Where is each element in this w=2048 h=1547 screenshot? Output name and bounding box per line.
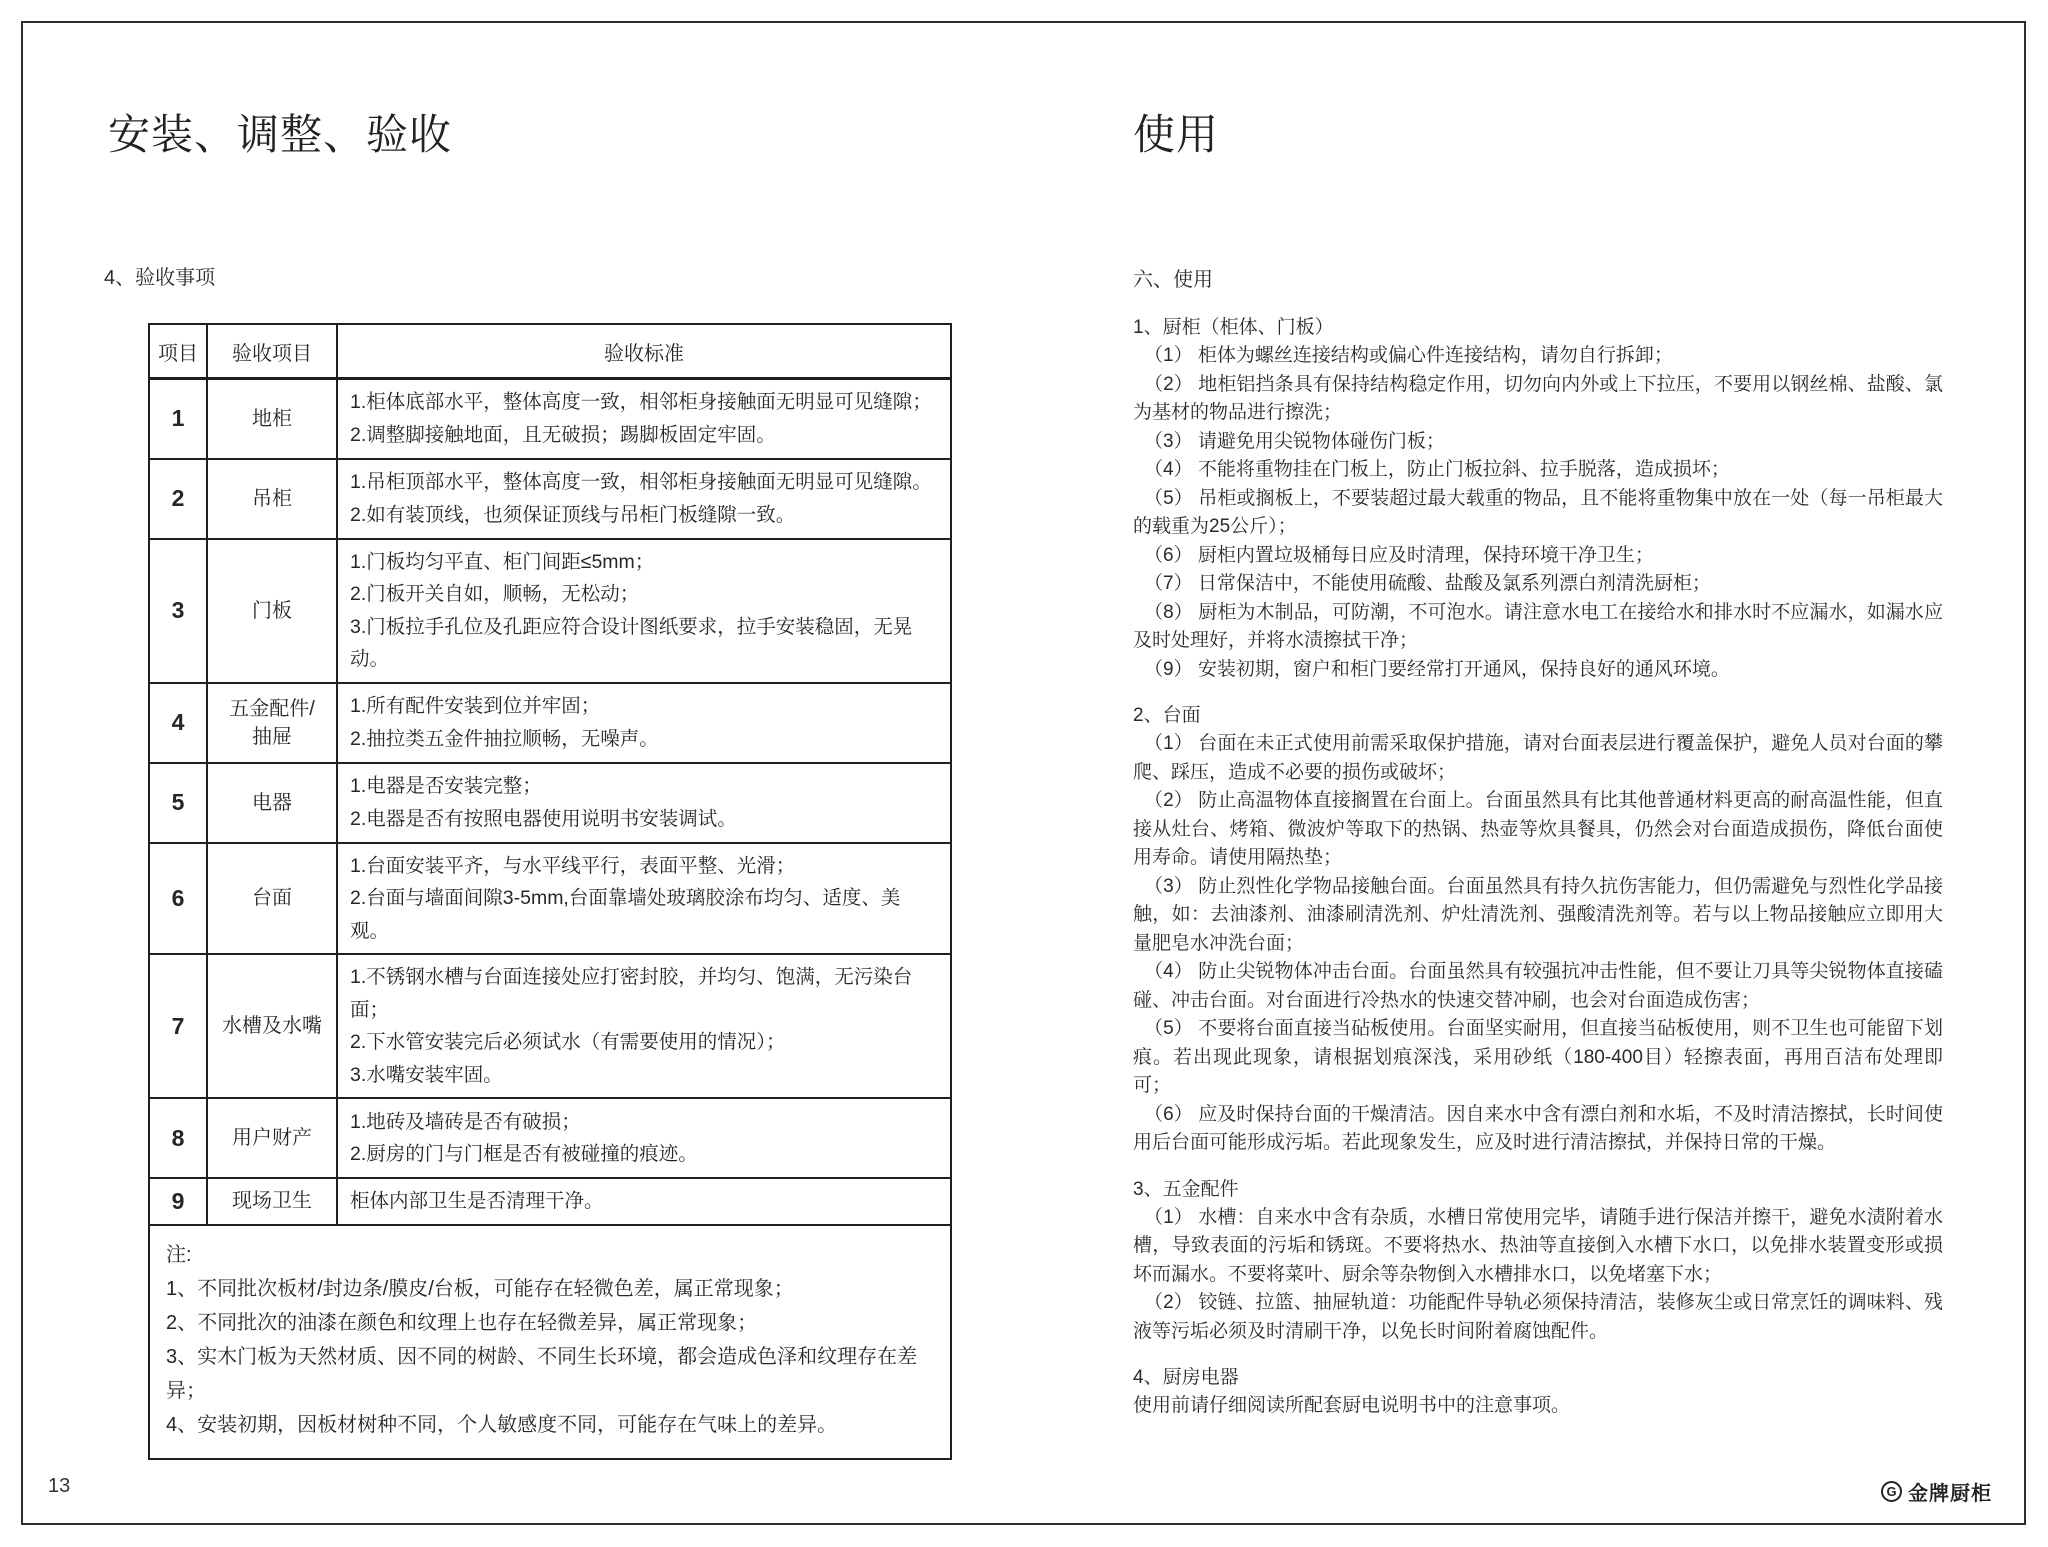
paragraph: （5） 吊柜或搁板上，不要装超过最大载重的物品，且不能将重物集中放在一处（每一吊柜最大的载重为25公斤）； <box>1133 487 1943 537</box>
paragraph: （8） 厨柜为木制品，可防潮，不可泡水。请注意水电工在接给水和排水时不应漏水，如漏水应及时处理好，并将水渍擦拭干净； <box>1133 601 1943 651</box>
row-criteria <box>337 843 951 955</box>
criteria-line: 1.所有配件安装到位并牢固； <box>350 695 601 717</box>
table-row <box>149 1098 951 1178</box>
row-number: 1 <box>149 379 207 459</box>
paragraph: （3） 请避免用尖锐物体碰伤门板； <box>1144 430 1445 452</box>
row-criteria <box>337 954 951 1098</box>
paragraph: （9） 安装初期，窗户和柜门要经常打开通风，保持良好的通风环境。 <box>1144 658 1730 680</box>
row-criteria <box>337 379 951 459</box>
table-row <box>149 379 951 459</box>
table-row <box>149 459 951 539</box>
row-criteria <box>337 1098 951 1178</box>
row-number: 3 <box>149 539 207 683</box>
col-header-item-no: 项目 <box>149 324 207 379</box>
table-row <box>149 539 951 683</box>
section-appliances <box>1133 1363 1943 1421</box>
row-criteria <box>337 539 951 683</box>
row-criteria <box>337 683 951 763</box>
paragraph: （2） 防止高温物体直接搁置在台面上。台面虽然具有比其他普通材料更高的耐高温性能，但直接从灶台、烤箱、微波炉等取下的热锅、热壶等炊具餐具，仍然会对台面造成损伤，降低台面使用寿命。请使用隔热垫； <box>1133 790 1943 868</box>
row-criteria <box>337 763 951 843</box>
brand-logo-text: 金牌厨柜 <box>1908 1483 1992 1505</box>
row-number: 5 <box>149 763 207 843</box>
table-row <box>149 763 951 843</box>
paragraph: （1） 柜体为螺丝连接结构或偏心件连接结构，请勿自行拆卸； <box>1144 345 1673 366</box>
row-item: 电器 <box>207 763 337 843</box>
criteria-line: 2.抽拉类五金件抽拉顺畅，无噪声。 <box>350 727 659 750</box>
criteria-line: 3.水嘴安装牢固。 <box>350 1063 503 1086</box>
note-line: 3、实木门板为天然材质、因不同的树龄、不同生长环境，都会造成色泽和纹理存在差异； <box>166 1345 918 1402</box>
note-line: 2、不同批次的油漆在颜色和纹理上也存在轻微差异，属正常现象； <box>166 1311 758 1334</box>
page-number: 13 <box>48 1475 71 1497</box>
paragraph: （6） 厨柜内置垃圾桶每日应及时清理，保持环境干净卫生； <box>1144 544 1654 566</box>
paragraph: （4） 防止尖锐物体冲击台面。台面虽然具有较强抗冲击性能，但不要让刀具等尖锐物体直接磕碰、冲击台面。对台面进行冷热水的快速交替冲刷，也会对台面造成伤害； <box>1133 961 1943 1011</box>
row-criteria <box>337 1178 951 1225</box>
paragraph: （6） 应及时保持台面的干燥清洁。因自来水中含有漂白剂和水垢，不及时清洁擦拭，长时间使用后台面可能形成污垢。若此现象发生，应及时进行清洁擦拭，并保持日常的干燥。 <box>1133 1103 1943 1153</box>
criteria-line: 2.台面与墙面间隙3-5mm,台面靠墙处玻璃胶涂布均匀、适度、美观。 <box>350 887 901 942</box>
row-item: 地柜 <box>207 379 337 459</box>
row-number: 7 <box>149 954 207 1098</box>
section-heading: 3、五金配件 <box>1133 1178 1239 1200</box>
paragraph: （2） 铰链、拉篮、抽屉轨道：功能配件导轨必须保持清洁，装修灰尘或日常烹饪的调味料、残液等污垢必须及时清刷干净，以免长时间附着腐蚀配件。 <box>1133 1292 1943 1342</box>
row-criteria <box>337 459 951 539</box>
criteria-line: 1.不锈钢水槽与台面连接处应打密封胶，并均匀、饱满，无污染台面； <box>350 966 913 1021</box>
table-row <box>149 843 951 955</box>
section-hardware <box>1133 1175 1943 1347</box>
criteria-line: 1.门板均匀平直、柜门间距≤5mm； <box>350 550 655 573</box>
criteria-line: 2.如有装顶线，也须保证顶线与吊柜门板缝隙一致。 <box>350 503 796 526</box>
table-row <box>149 954 951 1098</box>
section-countertop <box>1133 701 1943 1158</box>
row-number: 9 <box>149 1178 207 1225</box>
acceptance-section-label: 4、验收事项 <box>104 267 216 289</box>
paragraph: （5） 不要将台面直接当砧板使用。台面坚实耐用，但直接当砧板使用，则不卫生也可能留下划痕。若出现此现象，请根据划痕深浅，采用砂纸（180-400目）轻擦表面，再用百洁布处理即可； <box>1133 1018 1943 1096</box>
criteria-line: 3.门板拉手孔位及孔距应符合设计图纸要求，拉手安装稳固，无晃动。 <box>350 615 913 670</box>
paragraph: （3） 防止烈性化学物品接触台面。台面虽然具有持久抗伤害能力，但仍需避免与烈性化学品接触，如：去油漆剂、油漆刷清洗剂、炉灶清洗剂、强酸清洗剂等。若与以上物品接触应立即用大量肥皂水冲洗台面； <box>1133 875 1943 954</box>
row-number: 4 <box>149 683 207 763</box>
acceptance-table-header-row <box>149 324 951 379</box>
col-header-criteria: 验收标准 <box>337 324 951 379</box>
paragraph: （7） 日常保洁中，不能使用硫酸、盐酸及氯系列漂白剂清洗厨柜； <box>1144 573 1711 594</box>
table-row <box>149 1178 951 1225</box>
criteria-line: 2.下水管安装完后必须试水（有需要使用的情况）； <box>350 1031 786 1053</box>
table-notes <box>149 1225 951 1459</box>
row-item: 台面 <box>207 843 337 955</box>
brand-g-icon: G <box>1881 1481 1902 1502</box>
paragraph: （1） 水槽：自来水中含有杂质，水槽日常使用完毕，请随手进行保洁并擦干，避免水渍附着水槽，导致表面的污垢和锈斑。不要将热水、热油等直接倒入水槽下水口，以免排水装置变形或损坏而漏水。不要将菜叶、厨余等杂物倒入水槽排水口，以免堵塞下水； <box>1133 1206 1943 1285</box>
chapter-heading: 六、使用 <box>1133 269 1213 291</box>
usage-content <box>1133 266 1943 1438</box>
col-header-item-name: 验收项目 <box>207 324 337 379</box>
criteria-line: 2.调整脚接触地面，且无破损；踢脚板固定牢固。 <box>350 423 776 446</box>
criteria-line: 1.电器是否安装完整； <box>350 775 542 797</box>
criteria-line: 柜体内部卫生是否清理干净。 <box>350 1190 604 1212</box>
section-heading: 2、台面 <box>1133 705 1201 726</box>
criteria-line: 1.台面安装平齐，与水平线平行，表面平整、光滑； <box>350 854 796 877</box>
criteria-line: 1.地砖及墙砖是否有破损； <box>350 1110 581 1133</box>
note-line: 4、安装初期，因板材树种不同，个人敏感度不同，可能存在气味上的差异。 <box>166 1413 838 1436</box>
row-item: 门板 <box>207 539 337 683</box>
criteria-line: 1.柜体底部水平，整体高度一致，相邻柜身接触面无明显可见缝隙； <box>350 391 932 414</box>
right-page-title: 使用 <box>1133 111 1220 158</box>
section-heading: 4、厨房电器 <box>1133 1367 1239 1388</box>
note-line: 1、不同批次板材/封边条/膜皮/台板，可能存在轻微色差，属正常现象； <box>166 1277 794 1300</box>
section-heading: 1、厨柜（柜体、门板） <box>1133 317 1334 338</box>
row-item: 用户财产 <box>207 1098 337 1178</box>
acceptance-table <box>148 323 952 1460</box>
note-line: 注: <box>166 1243 192 1266</box>
table-notes-row <box>149 1225 951 1459</box>
criteria-line: 2.电器是否有按照电器使用说明书安装调试。 <box>350 807 737 830</box>
row-number: 6 <box>149 843 207 955</box>
paragraph: （4） 不能将重物挂在门板上，防止门板拉斜、拉手脱落，造成损坏； <box>1144 459 1730 480</box>
left-page-title: 安装、调整、验收 <box>108 111 453 158</box>
row-number: 2 <box>149 459 207 539</box>
paragraph: （1） 台面在未正式使用前需采取保护措施，请对台面表层进行覆盖保护，避免人员对台面的攀爬、踩压，造成不必要的损伤或破坏； <box>1133 733 1943 783</box>
row-number: 8 <box>149 1098 207 1178</box>
criteria-line: 2.门板开关自如，顺畅，无松动； <box>350 583 640 605</box>
section-cabinet <box>1133 313 1943 684</box>
paragraph: 使用前请仔细阅读所配套厨电说明书中的注意事项。 <box>1133 1395 1571 1416</box>
row-item: 五金配件/抽屉 <box>207 683 337 763</box>
criteria-line: 2.厨房的门与门框是否有被碰撞的痕迹。 <box>350 1143 698 1165</box>
brand-logo <box>1881 1477 1992 1506</box>
row-item: 水槽及水嘴 <box>207 954 337 1098</box>
table-row <box>149 683 951 763</box>
paragraph: （2） 地柜铝挡条具有保持结构稳定作用，切勿向内外或上下拉压，不要用以钢丝棉、盐酸、氯为基材的物品进行擦洗； <box>1133 373 1943 423</box>
row-item: 现场卫生 <box>207 1178 337 1225</box>
row-item: 吊柜 <box>207 459 337 539</box>
criteria-line: 1.吊柜顶部水平，整体高度一致，相邻柜身接触面无明显可见缝隙。 <box>350 471 932 493</box>
